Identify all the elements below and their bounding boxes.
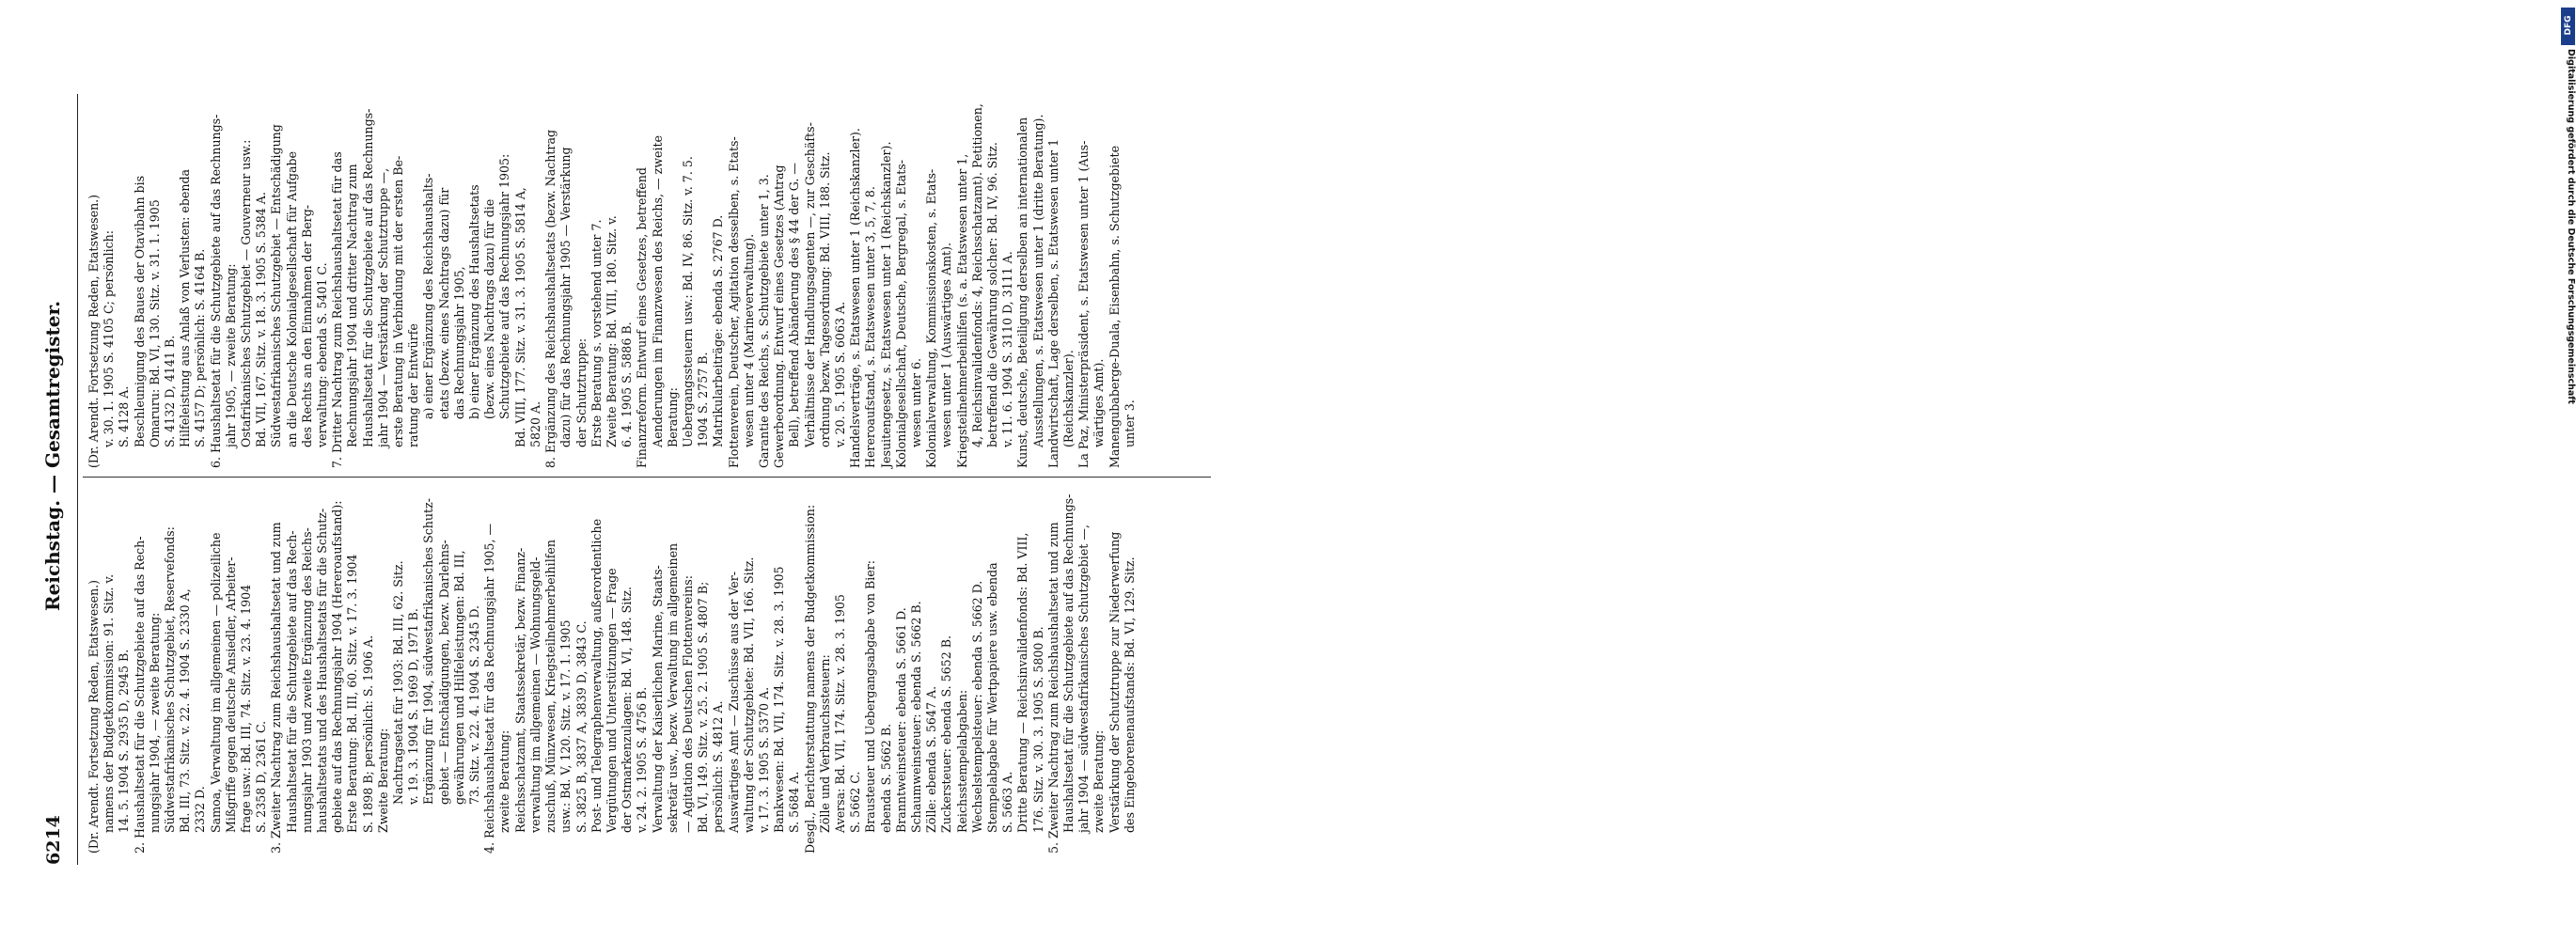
register-line: Handelsverträge, s. Etatswesen unter 1 (Reichskanzler). [848,128,863,468]
register-line: S. 1898 B; persönlich: S. 1906 A. [360,634,375,833]
register-line: Auswärtiges Amt — Zuschüsse aus der Ver- [726,571,741,833]
register-line: nungsjahr 1903 und zweite Ergänzung des Reichs- [299,527,314,833]
register-line: Bd. VII, 167. Sitz. v. 18. 3. 1905 S. 5384 A. [254,192,269,447]
page-header [38,94,75,865]
register-line: Zölle: ebenda S. 5647 A. [924,685,939,833]
register-line: gewährungen und Hilfeleistungen: Bd. III, [451,550,466,805]
register-line: verwaltung: ebenda S. 5401 C. [315,262,330,447]
register-line: 14. 5. 1904 S. 2935 D, 2945 B. [117,649,132,833]
register-line: waltung der Schutzgebiete: Bd. VII, 166. Sitz. [741,556,756,833]
register-line: Manengubaberge-Duala, Eisenbahn, s. Schutzgebiete [1107,145,1122,468]
dfg-logo: DFG [2561,8,2575,45]
register-line: Beschleunigung des Baues der Otavibahn bis [132,175,147,447]
register-line: ratung der Entwürfe [406,323,421,447]
register-line: Zuckersteuer: ebenda S. 5652 B. [939,635,954,833]
register-line: wärtiges Amt). [1092,358,1107,447]
register-line: Haushaltsetat für die Schutzgebiete auf das Rechnungs- [360,108,375,447]
register-line: Zölle und Verbrauchssteuern: [817,654,832,833]
register-line: Stempelabgabe für Wertpapiere usw. ebenda [984,562,999,833]
register-line: S. 5662 C. [848,771,863,833]
register-line: Reichsstempelabgaben: [954,689,969,833]
register-line: S. 5663 A. [1000,771,1015,833]
column-divider [83,477,1211,478]
register-line: S. 4128 A. [117,385,132,447]
register-line: Vergütungen und Unterstützungen — Frage [604,568,619,833]
register-line: an die Deutsche Kolonialgesellschaft für Aufgabe [284,150,299,447]
register-line: 73. Sitz. v. 22. 4. 1904 S. 2345 D. [467,604,482,805]
register-line: Erste Beratung: Bd. III, 60. Sitz. v. 17. 3. 1904 [345,554,360,833]
register-line: gebiet — Entschädigungen, bezw. Darlehns- [436,540,451,805]
register-line: Finanzreform. Entwurf eines Gesetzes, betreffend [635,167,650,468]
register-line: usw.: Bd. V, 120. Sitz. v. 17. 1. 1905 [558,619,573,833]
register-line: Uebergangssteuern usw.: Bd. IV, 86. Sitz. v. 7. 5. [680,156,695,447]
register-line: Aenderungen im Finanzwesen des Reichs, — zweite [650,135,665,447]
register-line: 4. Reichshaushaltsetat für das Rechnungsjahr 1905, — [482,523,497,854]
register-line: 2332 D. [193,786,208,833]
register-line: v. 11. 6. 1904 S. 3110 D, 3111 A. [1000,251,1015,447]
register-line: S. 4132 D, 4141 B. [163,335,178,447]
register-line: 5820 A. [527,400,542,447]
register-line: (Reichskanzler). [1061,350,1076,447]
register-line: Haushaltsetat für die Schutzgebiete auf das Rechnungs- [1061,494,1076,833]
register-line: Verhältnisse der Handlungsagenten —, zur Geschäfts- [802,122,817,447]
register-line: jahr 1904 — Verstärkung der Schutztruppe —, [375,167,390,447]
register-line: der Schutztruppe: [573,337,589,447]
register-line: Ostafrikanisches Schutzgebiet — Gouverneur usw.: [239,139,254,447]
register-line: Beratung: [665,387,680,447]
register-line: betreffend die Gewährung solcher: Bd. IV, 96. Sitz. [984,142,999,447]
register-line: wesen unter 6. [908,357,923,447]
register-line: 6. Haushaltsetat für die Schutzgebiete auf das Rechnungs- [208,114,223,468]
register-line: v. 30. 1. 1905 S. 4105 C; persönlich: [102,229,117,447]
register-line: Erste Beratung s. vorstehend unter 7. [589,219,604,447]
register-line: v. 20. 5. 1905 S. 6063 A. [832,301,847,447]
register-line: des Rechts an den Einnahmen der Berg- [299,204,314,447]
register-line: der Ostmarkenzulagen: Bd. VI, 148. Sitz. [620,586,635,833]
header-rule [77,94,78,865]
register-line: Jesuitengesetz, s. Etatswesen unter 1 (Reichskanzler). [878,141,893,468]
register-line: persönlich: S. 4812 A. [711,700,726,833]
register-line: Hereroaufstand, s. Etatswesen unter 3, 5, 7, 8. [863,186,878,468]
register-line: Matrikularbeiträge: ebenda S. 2767 D. [711,214,726,447]
register-line: etats (bezw. eines Nachtrags dazu) für [436,187,451,419]
register-line: S. 4157 D; persönlich: S. 4164 B. [193,248,208,447]
register-line: Flottenverein, Deutscher, Agitation desselben, s. Etats- [726,136,741,468]
register-line: (bezw. eines Nachtrags dazu) für die [482,198,497,419]
register-line: 6. 4. 1905 S. 5886 B. [620,321,635,447]
register-line: Hilfeleistung aus Anlaß von Verlusten: ebenda [178,168,193,447]
register-line: Omaruru: Bd. VI, 130. Sitz. v. 31. 1. 1905 [147,199,162,447]
register-line: b) einer Ergänzung des Haushaltsetats [467,184,482,419]
register-line: Südwestafrikanisches Schutzgebiet — Entschädigung [269,124,284,447]
register-line: Ausstellungen, s. Etatswesen unter 1 (dritte Beratung). [1030,114,1045,447]
register-line: S. 2358 D, 2361 C. [254,720,269,833]
register-line: des Eingeborenenaufstands: Bd. VI, 129. Sitz. [1122,556,1137,833]
register-line: Bd. VI, 149. Sitz. v. 25. 2. 1905 S. 4807 B; [696,581,711,833]
register-line: 1904 S. 2757 B. [696,352,711,447]
register-line: Ergänzung für 1904, südwestafrikanisches Schutz- [421,498,436,805]
register-line: Südwestafrikanisches Schutzgebiet, Reservefonds: [163,526,178,833]
register-line: verwaltung im allgemeinen — Wohnungsgeld- [527,556,542,833]
digitization-margin [1279,0,2576,940]
register-line: jahr 1905, — zweite Beratung: [223,263,238,447]
register-line: Kriegsteilnehmerbeihilfen (s. a. Etatswesen unter 1, [954,153,969,468]
rotated-register-page [0,0,1232,940]
register-line: erste Beratung in Verbindung mit der ersten Be- [391,155,406,447]
register-line: wesen unter 4 (Marineverwaltung). [741,233,756,447]
register-line: haushaltsetats und des Haushaltsetats für die Schutz- [315,508,330,833]
running-title: Reichstag. — Gesamtregister. [41,300,64,611]
register-line: S. 3825 B, 3837 A, 3839 D, 3843 C. [573,620,589,833]
register-line: Post- und Telegraphenverwaltung, außerordentliche [589,518,604,833]
register-line: a) einer Ergänzung des Reichshaushalts- [421,173,436,419]
register-line: Rechnungsjahr 1904 und dritter Nachtrag zum [345,164,360,447]
register-line: das Rechnungsjahr 1905, [451,266,466,419]
register-line: Reichsschatzamt, Staatssekretär, bezw. Finanz- [512,547,527,833]
left-column [86,483,1138,854]
register-line: ebenda S. 5662 B. [878,723,893,833]
register-line: 176. Sitz. v. 30. 3. 1905 S. 5800 B. [1030,626,1045,833]
register-line: Bankwesen: Bd. VII, 174. Sitz. v. 28. 3. 1905 [772,566,787,833]
register-line: Bd. III, 73. Sitz. v. 22. 4. 1904 S. 2330 A, [178,588,193,833]
register-line: ordnung bezw. Tagesordnung: Bd. VIII, 188. Sitz. [817,151,832,447]
register-line: (Dr. Arendt. Fortsetzung Reden, Etatswesen.) [86,579,101,854]
register-line: Zweite Beratung: [375,728,390,833]
register-line: gebiete auf das Rechnungsjahr 1904 (Hereroaufstand): [330,500,345,833]
register-line: 8. Ergänzung des Reichshaushaltsetats (bezw. Nachtrag [543,129,558,468]
register-line: nungsjahr 1904, — zweite Beratung: [147,612,162,833]
register-line: zuschuß, Münzwesen, Kriegsteilnehmerbeihilfen [543,540,558,833]
register-line: Dritte Beratung — Reichsinvalidenfonds: Bd. VIII, [1015,532,1030,833]
register-line: Samoa, Verwaltung im allgemeinen — polizeiliche [208,532,223,833]
register-line: 5. Zweiter Nachtrag zum Reichshaushaltsetat und zum [1045,522,1060,854]
register-line: Bell), betreffend Abänderung des § 44 der G. — [787,163,802,447]
register-line: Wechselstempelsteuer: ebenda S. 5662 D. [969,580,984,833]
register-line: La Paz, Ministerpräsident, s. Etatswesen unter 1 (Aus- [1076,140,1092,468]
register-line: (Dr. Arendt. Fortsetzung Reden, Etatswesen.) [86,194,101,468]
register-line: 2. Haushaltsetat für die Schutzgebiete auf das Rech- [132,536,147,854]
register-line: Nachtragsetat für 1903: Bd. III, 62. Sitz. [391,560,406,805]
register-line: v. 24. 2. 1905 S. 4756 B. [635,686,650,833]
register-line: v. 19. 3. 1904 S. 1969 D, 1971 B. [406,608,421,805]
register-line: Branntweinsteuer: ebenda S. 5661 D. [893,607,908,833]
register-line: Landwirtschaft, Lage derselben, s. Etatswesen unter 1 [1045,138,1060,468]
register-line: Desgl., Berichterstattung namens der Budgetkommission: [802,504,817,854]
right-column [86,94,1138,468]
register-line: Gewerbeordnung. Entwurf eines Gesetzes (Antrag [772,164,787,468]
register-line: Mißgriffe gegen deutsche Ansiedler, Arbeiter- [223,556,238,833]
register-line: dazu) für das Rechnungsjahr 1905 — Verstärkung [558,147,573,447]
register-line: Bd. VIII, 177. Sitz. v. 31. 3. 1905 S. 5814 A, [512,187,527,447]
page-number: 6214 [43,815,64,865]
register-line: frage usw.: Bd. III, 74. Sitz. v. 23. 4. 1904 [239,584,254,833]
digitization-note: Digitalisierung gefördert durch die Deutsche Forschungsgemeinschaft [2566,49,2576,404]
register-line: Schaumweinsteuer: ebenda S. 5662 B. [908,601,923,833]
register-line: 4, Reichsinvalidenfonds: 4, Reichsschatzamt). Petitionen, [969,103,984,447]
register-line: unter 3. [1122,400,1137,447]
register-line: Zweite Beratung: Bd. VIII, 180. Sitz. v. [604,215,619,447]
register-line: Kolonialverwaltung, Kommissionskosten, s. Etats- [924,168,939,468]
register-line: Verwaltung der Kaiserlichen Marine, Staats- [650,565,665,833]
register-line: Haushaltsetat für die Schutzgebiete auf das Rech- [284,530,299,833]
register-line: sekretär usw., bezw. Verwaltung im allgemeinen [665,542,680,833]
register-line: namens der Budgetkommission: 91. Sitz. v. [102,573,117,833]
register-line: jahr 1904 — südwestafrikanisches Schutzgebiet —, [1076,525,1092,833]
register-line: wesen unter 1 (Auswärtiges Amt). [939,242,954,447]
register-line: Brausteuer und Uebergangsabgabe von Bier: [863,559,878,833]
register-line: v. 17. 3. 1905 S. 5370 A. [756,686,771,833]
register-line: Kunst, deutsche, Beteiligung derselben an internationalen [1015,117,1030,468]
register-line: Aversa: Bd. VII, 174. Sitz. v. 28. 3. 1905 [832,594,847,833]
register-line: S. 5684 A. [787,771,802,833]
register-line: zweite Beratung: [497,729,512,833]
register-line: Garantie des Reichs, s. Schutzgebiete unter 1, 3. [756,174,771,468]
register-line: Schutzgebiete auf das Rechnungsjahr 1905: [497,153,512,419]
register-line: — Agitation des Deutschen Flottenvereins: [680,575,695,833]
register-line: Kolonialgesellschaft, Deutsche, Bergregal, s. Etats- [893,160,908,468]
register-line: 7. Dritter Nachtrag zum Reichshaushaltsetat für das [330,151,345,468]
register-line: 3. Zweiter Nachtrag zum Reichshaushaltsetat und zum [269,522,284,854]
register-line: zweite Beratung: [1092,729,1107,833]
register-line: Verstärkung der Schutztruppe zur Niederwerfung [1107,531,1122,833]
